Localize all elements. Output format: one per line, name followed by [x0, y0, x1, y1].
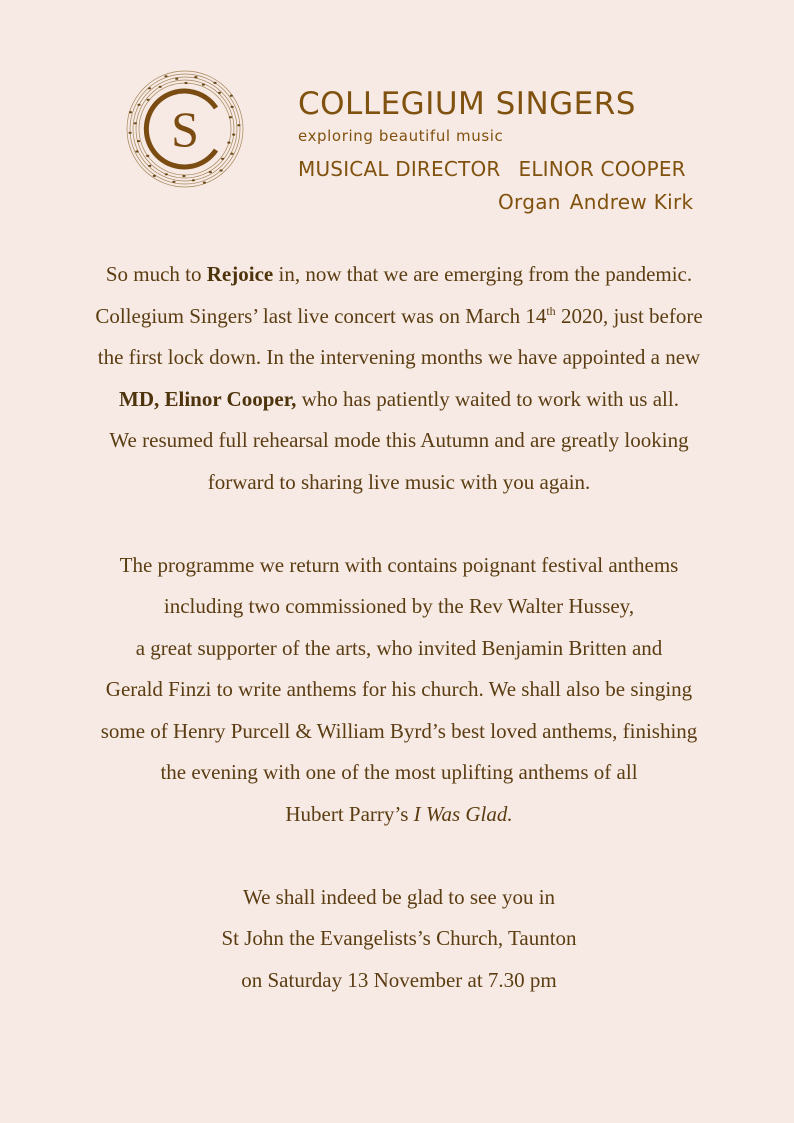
- musical-director-line: [298, 156, 728, 182]
- organ-label: Organ: [498, 190, 561, 214]
- body-line: The programme we return with contains poignant festival anthems: [119, 552, 679, 577]
- body-line: We shall indeed be glad to see you in: [242, 884, 556, 909]
- body-line: the first lock down. In the intervening months we have appointed a new: [97, 345, 701, 369]
- emphasis-rejoice: Rejoice: [206, 262, 274, 286]
- body-line: Gerald Finzi to write anthems for his church. We shall also be singing: [105, 677, 693, 701]
- logo-graphic: [116, 66, 254, 192]
- letter-body: [40, 254, 758, 1001]
- anthem-title: I Was Glad.: [413, 801, 513, 826]
- tagline: exploring beautiful music: [298, 127, 504, 145]
- director-name: ELINOR COOPER: [518, 157, 686, 181]
- body-line: Collegium Singers’ last live concert was on March 14th 2020, just before: [95, 303, 703, 328]
- logo-monogram: S: [171, 101, 199, 157]
- body-line: a great supporter of the arts, who invited Benjamin Britten and: [135, 635, 663, 660]
- org-name: COLLEGIUM SINGERS: [298, 86, 636, 122]
- body-line: some of Henry Purcell & William Byrd’s best loved anthems, finishing: [100, 718, 698, 743]
- body-line: the evening with one of the most uplifting anthems of all: [160, 760, 638, 784]
- organist-name: Andrew Kirk: [569, 190, 694, 214]
- ordinal-suffix: th: [546, 303, 556, 318]
- body-line: We resumed full rehearsal mode this Autumn and are greatly looking: [109, 428, 689, 452]
- body-line: St John the Evangelists’s Church, Taunton: [221, 926, 577, 950]
- body-line: forward to sharing live music with you again.: [207, 469, 591, 494]
- collegium-singers-logo: [116, 66, 254, 192]
- body-line: on Saturday 13 November at 7.30 pm: [241, 967, 557, 992]
- letterhead: [298, 84, 728, 214]
- body-line: MD, Elinor Cooper, who has patiently waited to work with us all.: [119, 386, 679, 411]
- body-line: So much to Rejoice in, now that we are emerging from the pandemic.: [105, 262, 693, 286]
- emphasis-md: MD, Elinor Cooper,: [119, 386, 297, 411]
- body-line: including two commissioned by the Rev Walter Hussey,: [163, 594, 635, 618]
- body-line: Hubert Parry’s I Was Glad.: [285, 801, 513, 826]
- director-label: MUSICAL DIRECTOR: [298, 157, 501, 181]
- organist-line: [498, 188, 693, 216]
